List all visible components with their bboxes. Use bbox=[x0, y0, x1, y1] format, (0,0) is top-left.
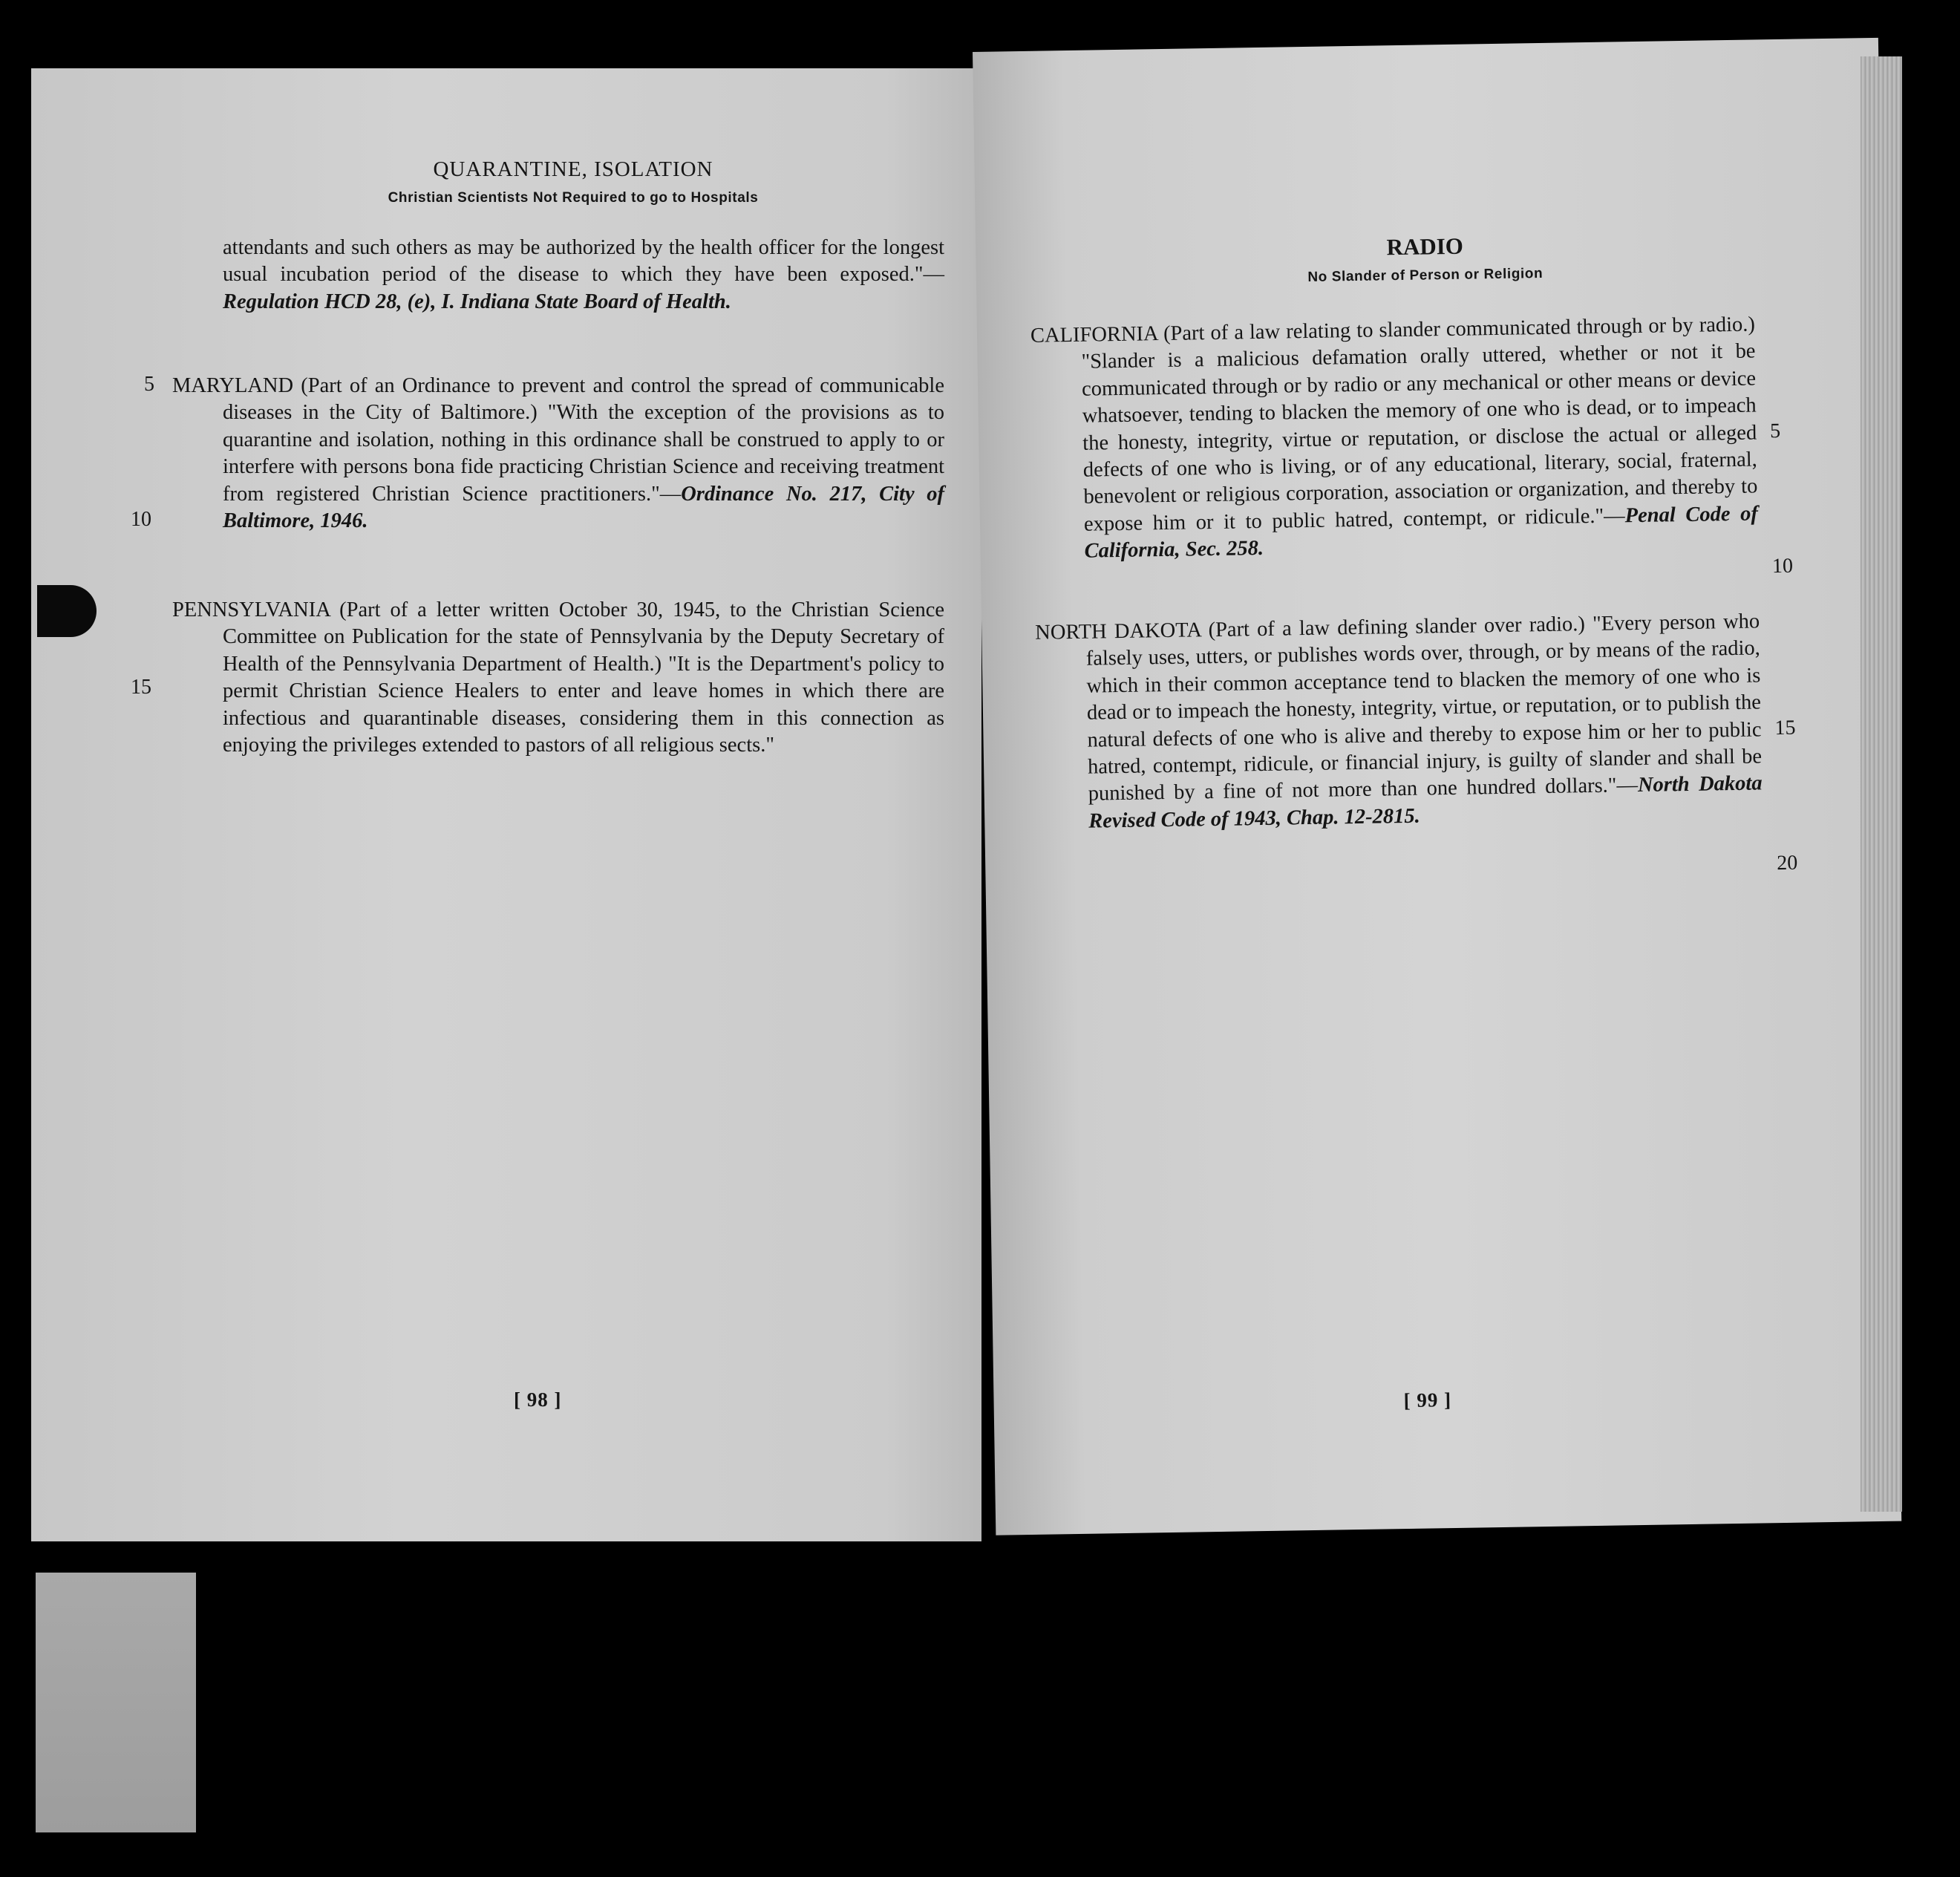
binding-tab bbox=[37, 585, 97, 637]
citation: Ordinance No. 217, City of Baltimore, 1946. bbox=[223, 482, 944, 533]
page-number-left: [ 98 ] bbox=[514, 1388, 562, 1411]
right-page bbox=[973, 38, 1901, 1535]
citation: Regulation HCD 28, (e), I. Indiana State Board of Health. bbox=[223, 290, 731, 313]
paragraph-text: (Part of a letter written October 30, 1945, to the Christian Science Committee on Publication for the state of Pennsylvania by the Deputy Secretary of Health of the Pennsylvania Department of Health.) "It is the Department's policy to permit Christian Science Healers to enter and leave homes in which there are infectious and quarantinable diseases, considering them in this connection as enjoying the privileges extended to pastors of all religious sects." bbox=[223, 598, 944, 757]
page-edge bbox=[1861, 56, 1902, 1512]
line-number: 10 bbox=[131, 508, 151, 531]
paragraph-text: (Part of a law relating to slander communicated through or by radio.) "Slander is a malicious defamation orally uttered, whether or not it be communicated through or by radio or any mechanical or other means or device whatsoever, tending to blacken the memory of one who is dead, or to impeach the honesty, integrity, virtue or reputation, or disclose the actual or alleged defects of one who is living, or of any educational, literary, social, fraternal, benevolent or religious corporation, association or organization, and thereby to expose him or it to public hatred, contempt, or ridicule."— bbox=[1081, 313, 1758, 536]
line-number: 10 bbox=[1771, 554, 1794, 578]
line-number: 20 bbox=[1777, 851, 1798, 875]
paragraph-indiana bbox=[223, 235, 944, 316]
line-number: 5 bbox=[1769, 419, 1781, 443]
citation: North Dakota Revised Code of 1943, Chap. 12-2815. bbox=[1088, 771, 1763, 833]
state-name: CALIFORNIA bbox=[1030, 322, 1158, 347]
citation: Penal Code of California, Sec. 258. bbox=[1084, 502, 1759, 563]
paragraph-text: (Part of a law defining slander over radio.) "Every person who falsely uses, utters, or publishes words over, through, or by means of the radio, which in their common acceptance tend to blacken the memory of one who is dead or to impeach the honesty, integrity, virtue, or reputation, or to publish the natural defects of one who is alive and thereby to expose him or her to public hatred, contempt, ridicule, or financial injury, is guilty of slander and shall be punished by a fine of not more than one hundred dollars."— bbox=[1085, 610, 1763, 806]
running-head-left: QUARANTINE, ISOLATION bbox=[433, 157, 713, 181]
state-name: NORTH DAKOTA bbox=[1035, 618, 1201, 644]
paper-slip bbox=[36, 1573, 196, 1832]
sub-head-right: No Slander of Person or Religion bbox=[1307, 265, 1544, 285]
paragraph-text: attendants and such others as may be authorized by the health officer for the longest usual incubation period of the disease to which they have been exposed."— bbox=[223, 236, 944, 287]
paragraph-maryland bbox=[172, 373, 944, 535]
page-number-right: [ 99 ] bbox=[1403, 1388, 1452, 1412]
paragraph-pennsylvania bbox=[172, 597, 944, 759]
state-name: MARYLAND bbox=[172, 374, 294, 397]
line-number: 5 bbox=[144, 373, 154, 396]
section-title: RADIO bbox=[1386, 232, 1464, 261]
sub-head-left: Christian Scientists Not Required to go to Hospitals bbox=[388, 190, 759, 206]
left-page bbox=[31, 68, 981, 1541]
line-number: 15 bbox=[131, 676, 151, 699]
line-number: 15 bbox=[1774, 716, 1796, 740]
paragraph-north-dakota bbox=[1035, 608, 1763, 836]
paragraph-california bbox=[1030, 311, 1759, 566]
paragraph-text: (Part of an Ordinance to prevent and control the spread of communicable diseases in the City of Baltimore.) "With the exception of the provisions as to quarantine and isolation, nothing in this ordinance shall be construed to apply to or interfere with persons bona fide practicing Christian Science and receiving treatment from registered Christian Science practitioners."— bbox=[223, 374, 944, 506]
state-name: PENNSYLVANIA bbox=[172, 598, 330, 621]
